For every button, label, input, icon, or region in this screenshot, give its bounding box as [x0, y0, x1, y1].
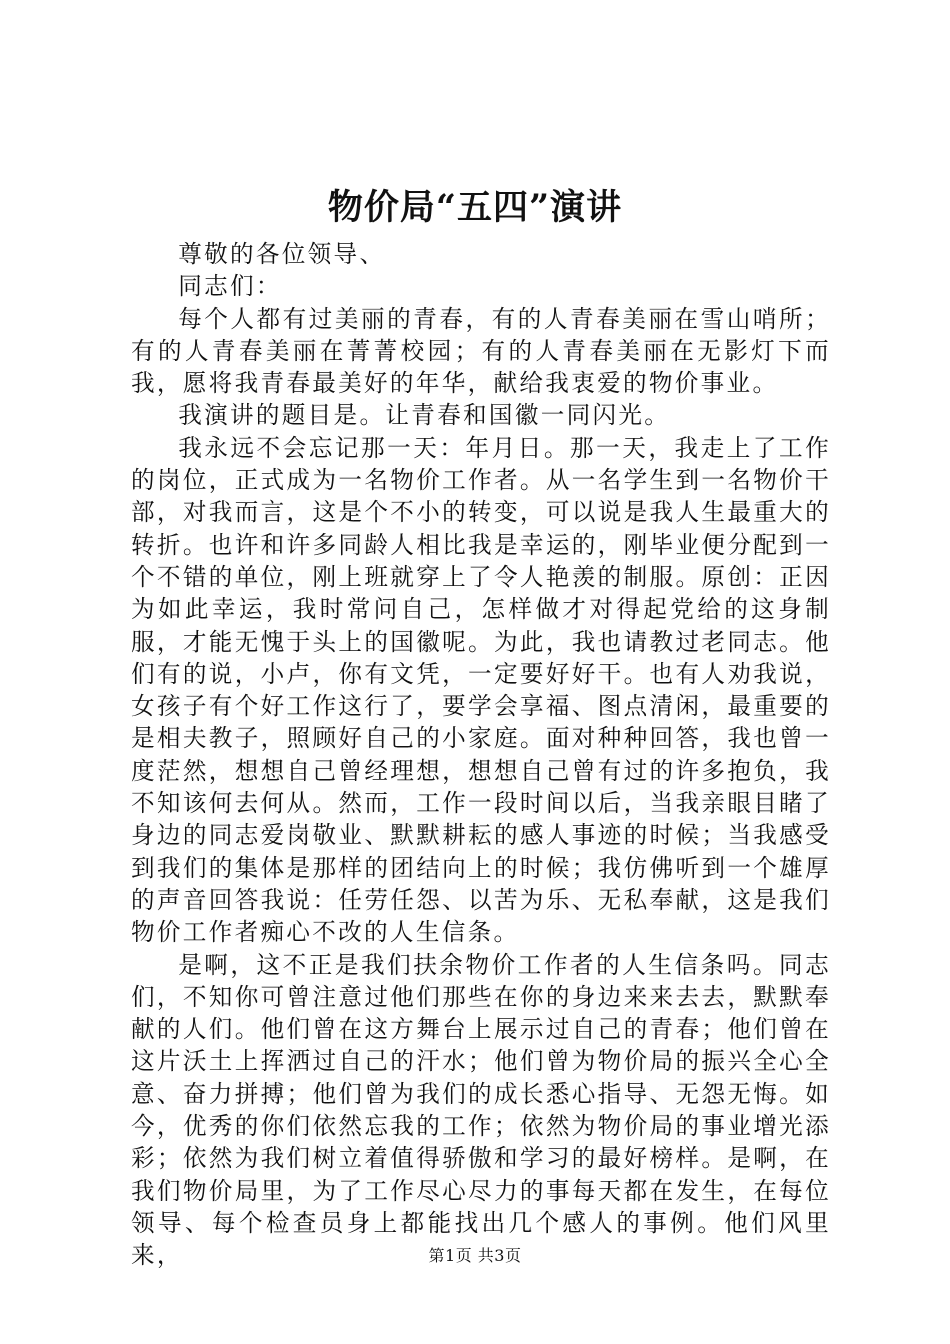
paragraph-topic: 我演讲的题目是。让青春和国徽一同闪光。 [178, 401, 671, 430]
salutation-line-2: 同志们： [178, 272, 282, 301]
paragraph-creed: 是啊，这不正是我们扶余物价工作者的人生信条吗。同志们，不知你可曾注意过他们那些在你的身边来来去去，默默奉献的人们。他们曾在这方舞台上展示过自己的青春；他们曾在这片沃土上挥洒过自己的汗水；他们曾为物价局的振兴全心全意、奋力拼搏；他们曾为我们的成长悉心指导、无怨无悔。如今，优秀的你们依然忘我的工作；依然为物价局的事业增光添彩；依然为我们树立着值得骄傲和学习的最好榜样。是啊，在我们物价局里，为了工作尽心尽力的事每天都在发生，在每位领导、每个检查员身上都能找出几个感人的事例。他们风里来， [131, 950, 831, 1270]
salutation-line-1: 尊敬的各位领导、 [178, 240, 386, 268]
document-title: 物价局“五四”演讲 [327, 187, 623, 228]
paragraph-first-day: 我永远不会忘记那一天：年月日。那一天，我走上了工作的岗位，正式成为一名物价工作者。从一名学生到一名物价干部，对我而言，这是个不小的转变，可以说是我人生最重大的转折。也许和许多同龄人相比我是幸运的，刚毕业便分配到一个不错的单位，刚上班就穿上了令人艳羡的制服。原创：正因为如此幸运，我时常问自己，怎样做才对得起党给的这身制服，才能无愧于头上的国徽呢。为此，我也请教过老同志。他们有的说，小卢，你有文凭，一定要好好干。也有人劝我说，女孩子有个好工作这行了，要学会享福、图点清闲，最重要的是相夫教子，照顾好自己的小家庭。面对种种回答，我也曾一度茫然，想想自己曾经理想，想想自己曾有过的许多抱负，我不知该何去何从。然而，工作一段时间以后，当我亲眼目睹了身边的同志爱岗敬业、默默耕耘的感人事迹的时候；当我感受到我们的集体是那样的团结向上的时候；我仿佛听到一个雄厚的声音回答我说：任劳任怨、以苦为乐、无私奉献，这是我们物价工作者痴心不改的人生信条。 [131, 433, 831, 947]
document-body [131, 238, 831, 1272]
paragraph-intro: 每个人都有过美丽的青春，有的人青春美丽在雪山哨所；有的人青春美丽在菁菁校园；有的人青春美丽在无影灯下而我，愿将我青春最美好的年华，献给我衷爱的物价事业。 [131, 304, 831, 398]
page-number-footer: 第1页 共3页 [428, 1246, 522, 1265]
